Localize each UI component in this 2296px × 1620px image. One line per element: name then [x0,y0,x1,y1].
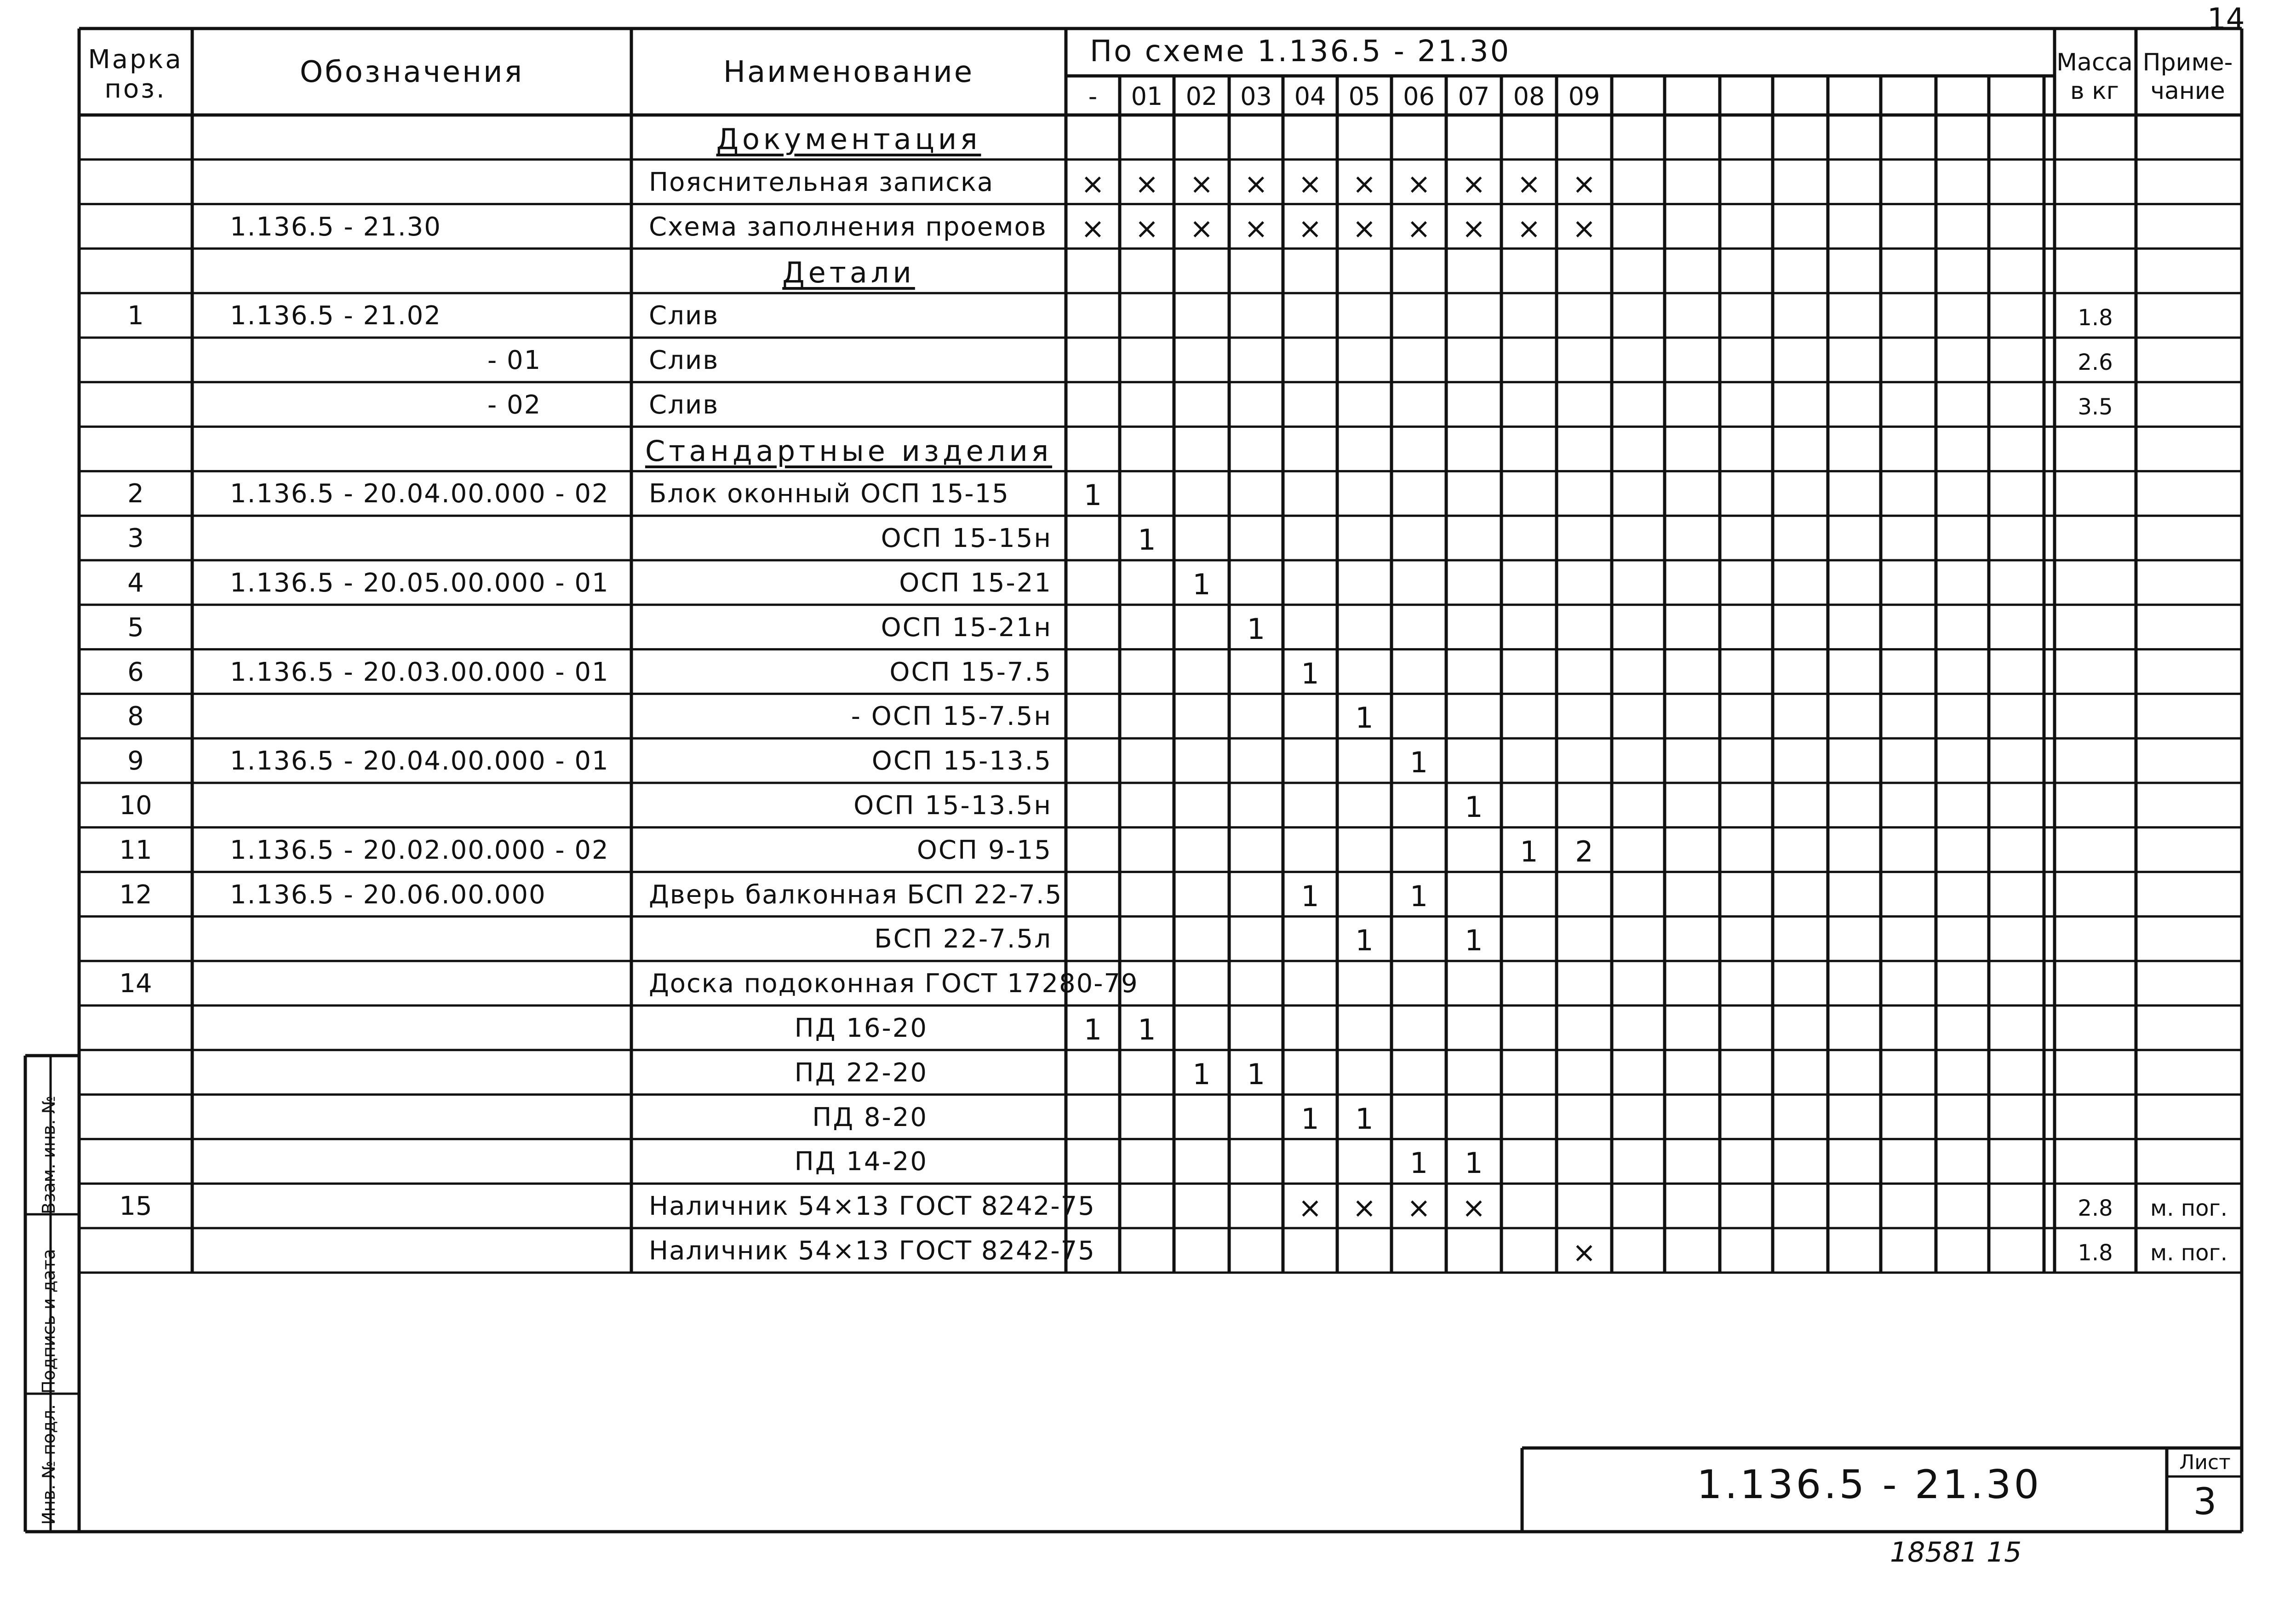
row-mark: 3 [127,523,144,554]
page-number: 14 [2207,2,2245,36]
row-section-title: Стандартные изделия [645,434,1053,468]
variant-mark: 1 [1409,1146,1428,1180]
variant-mark: × [1135,167,1159,201]
variant-mark: 1 [1192,568,1211,601]
variant-mark: × [1352,167,1376,201]
variant-mark: × [1572,167,1596,201]
variant-header-01: 01 [1131,82,1163,111]
row-name: ОСП 15-13.5н [853,791,1052,821]
variant-header-07: 07 [1458,82,1490,111]
row-name: Дверь балконная БСП 22-7.5 [649,879,1063,910]
variant-mark: × [1135,211,1159,245]
variant-header-02: 02 [1185,82,1218,111]
row-note: м. пог. [2150,1240,2227,1266]
row-mark: 1 [127,301,144,331]
variant-mark: × [1081,167,1105,201]
variant-mark: × [1244,167,1268,201]
row-section-title: Детали [782,256,915,290]
variant-mark: 1 [1083,478,1102,512]
header-note-col: Приме- чание [2142,49,2233,105]
row-designation: 1.136.5 - 20.05.00.000 - 01 [230,568,609,598]
variant-mark: × [1081,211,1105,245]
variant-header-09: 09 [1568,82,1600,111]
variant-mark: 1 [1301,656,1319,690]
variant-mark: × [1407,167,1431,201]
row-name: ПД 8-20 [812,1102,928,1132]
variant-mark: × [1517,167,1541,201]
row-name: Наличник 54×13 ГОСТ 8242-75 [649,1236,1095,1266]
row-section-title: Документация [716,122,981,156]
row-name: Пояснительная записка [649,167,994,197]
variant-mark: × [1298,211,1322,245]
row-designation: 1.136.5 - 21.30 [230,212,441,242]
row-mark: 9 [127,746,144,776]
row-name: ОСП 15-21н [881,612,1052,643]
row-note: м. пог. [2150,1195,2227,1222]
variant-mark: × [1462,211,1486,245]
variant-header-04: 04 [1294,82,1326,111]
row-mark: 14 [119,969,152,999]
row-mark: 10 [119,791,152,821]
variant-mark: × [1352,1191,1376,1225]
row-name: ОСП 15-15н [881,523,1052,554]
variant-mark: × [1352,211,1376,245]
doc-code: 1.136.5 - 21.30 [1697,1462,2042,1508]
variant-header-08: 08 [1513,82,1545,111]
row-mass: 2.6 [2078,350,2113,375]
row-mass: 2.8 [2078,1195,2113,1222]
variant-mark: 1 [1520,834,1538,868]
sidebar-inv-podl: Инв. № подл. [39,1404,59,1525]
variant-mark: 1 [1355,701,1374,735]
row-name: ОСП 15-13.5 [871,746,1052,776]
header-designation-col: Обозначения [299,55,524,89]
row-designation: 1.136.5 - 20.04.00.000 - 02 [230,479,609,509]
row-designation: 1.136.5 - 20.04.00.000 - 01 [230,746,609,776]
variant-header-06: 06 [1403,82,1435,111]
row-name: - ОСП 15-7.5н [851,701,1052,732]
variant-mark: × [1407,1191,1431,1225]
variant-mark: × [1462,1191,1486,1225]
header-mass-col: Масса в кг [2056,49,2133,105]
row-name: ПД 22-20 [794,1057,928,1088]
variant-mark: 1 [1409,746,1428,780]
row-name: ПД 14-20 [794,1147,928,1177]
variant-mark: 1 [1247,612,1265,646]
variant-mark: × [1298,167,1322,201]
variant-mark: × [1572,211,1596,245]
header-name-col: Наименование [723,55,974,89]
row-mark: 2 [127,479,144,509]
row-designation: 1.136.5 - 20.06.00.000 [230,879,546,910]
variant-mark: 1 [1355,1102,1374,1136]
variant-mark: × [1244,211,1268,245]
row-name: Наличник 54×13 ГОСТ 8242-75 [649,1191,1095,1222]
variant-mark: × [1407,211,1431,245]
row-name: Схема заполнения проемов [649,212,1047,242]
footer-note: 18581 15 [1890,1536,2022,1568]
row-name: ОСП 15-21 [899,568,1052,598]
row-mark: 8 [127,701,144,732]
variant-mark: 1 [1301,1102,1319,1136]
variant-mark: 1 [1138,1013,1156,1046]
variant-header-05: 05 [1348,82,1380,111]
row-mass: 1.8 [2078,305,2113,331]
variant-mark: 1 [1301,879,1319,913]
variant-mark: 1 [1465,790,1483,824]
header-scheme-title: По схеме 1.136.5 - 21.30 [1090,34,1511,69]
row-name: Доска подоконная ГОСТ 17280-79 [649,969,1139,999]
variant-mark: × [1190,167,1214,201]
variant-mark: 1 [1083,1013,1102,1046]
variant-mark: × [1190,211,1214,245]
sidebar-vzam-inv: Взам. инв. № [39,1095,59,1214]
variant-header-03: 03 [1240,82,1272,111]
row-name: ОСП 9-15 [916,835,1052,865]
variant-mark: 1 [1138,523,1156,557]
row-designation: - 02 [487,390,542,420]
variant-mark: 1 [1355,924,1374,958]
row-designation: 1.136.5 - 20.03.00.000 - 01 [230,657,609,687]
row-name: Слив [649,301,719,331]
sheet-label: Лист [2179,1451,2231,1474]
sheet-number: 3 [2193,1480,2217,1523]
row-mark: 12 [119,879,152,910]
row-name: БСП 22-7.5л [874,924,1052,954]
variant-mark: 1 [1409,879,1428,913]
header-mark-col: Марка поз. [88,45,183,104]
row-designation: 1.136.5 - 21.02 [230,301,441,331]
variant-mark: × [1517,211,1541,245]
row-mark: 15 [119,1191,152,1222]
variant-mark: 1 [1192,1057,1211,1091]
row-name: ПД 16-20 [794,1013,928,1043]
row-mass: 3.5 [2078,394,2113,420]
row-mark: 5 [127,612,144,643]
row-mark: 11 [119,835,152,865]
row-name: Блок оконный ОСП 15-15 [649,479,1009,509]
row-name: Слив [649,345,719,375]
variant-mark: × [1462,167,1486,201]
variant-mark: 2 [1575,834,1593,868]
variant-mark: × [1298,1191,1322,1225]
variant-mark: 1 [1465,924,1483,958]
variant-mark: × [1572,1235,1596,1269]
variant-header-base: - [1088,82,1098,111]
row-designation: - 01 [487,345,542,375]
variant-mark: 1 [1247,1057,1265,1091]
row-mark: 4 [127,568,144,598]
row-designation: 1.136.5 - 20.02.00.000 - 02 [230,835,609,865]
row-name: Слив [649,390,719,420]
row-name: ОСП 15-7.5 [889,657,1052,687]
sidebar-sign-date: Подпись и дата [39,1249,59,1394]
row-mass: 1.8 [2078,1240,2113,1266]
variant-mark: 1 [1465,1146,1483,1180]
row-mark: 6 [127,657,144,687]
